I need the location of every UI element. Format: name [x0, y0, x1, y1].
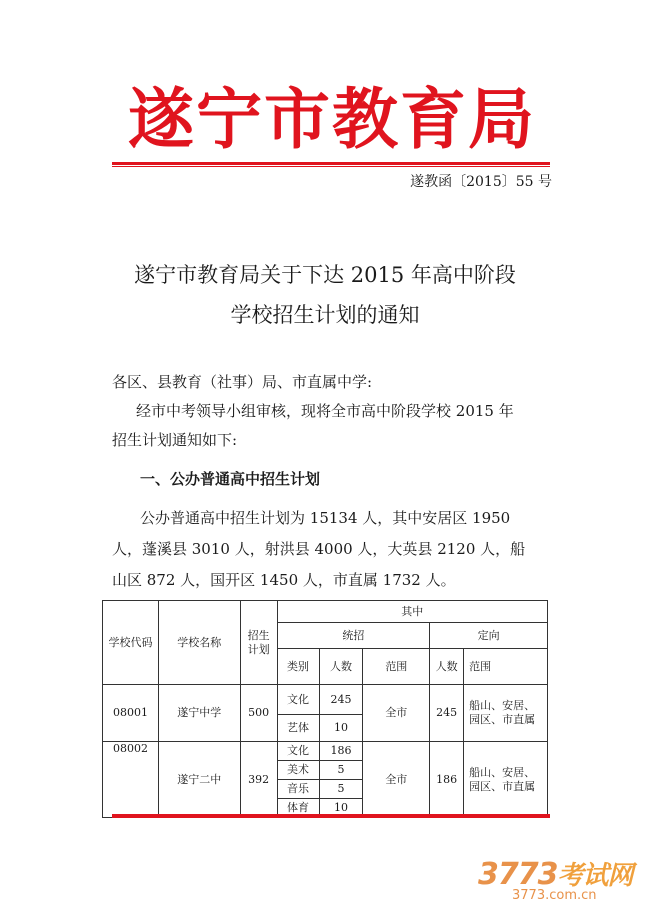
header-school-code: 学校代码: [103, 601, 159, 685]
watermark-logo: [478, 855, 633, 892]
watermark-text: 考试网: [557, 861, 633, 891]
header-scope: 范围: [363, 649, 430, 685]
table-cell-count: 10: [319, 715, 363, 742]
table-cell-directed-count: 186: [430, 742, 464, 818]
header-enroll-plan: 招生计划: [240, 601, 277, 685]
header-category: 类别: [277, 649, 319, 685]
table-cell-category: 美术: [277, 761, 319, 780]
table-cell-plan: 392: [240, 742, 277, 818]
red-strike-line: [112, 814, 550, 818]
header-among: 其中: [277, 601, 547, 623]
table-cell-code: 08002: [103, 742, 159, 818]
title-line-2: 学校招生计划的通知: [230, 303, 420, 327]
table-cell-count: 10: [319, 799, 363, 818]
watermark-domain: 3773.com.cn: [512, 888, 597, 903]
table-cell-directed-scope: 船山、安居、园区、市直属: [464, 685, 548, 742]
intro-line-2: 招生计划通知如下:: [112, 431, 238, 449]
table-cell-plan: 500: [240, 685, 277, 742]
header-unified: 统招: [277, 623, 430, 649]
table-cell-directed-count: 245: [430, 685, 464, 742]
table-cell-scope: 全市: [363, 742, 430, 818]
table-cell-count: 186: [319, 742, 363, 761]
table-cell-category: 音乐: [277, 780, 319, 799]
summary-line-3: 山区 872 人，国开区 1450 人，市直属 1732 人。: [112, 571, 456, 589]
salutation: 各区、县教育（社事）局、市直属中学:: [112, 373, 373, 391]
intro-line-1: 经市中考领导小组审核，现将全市高中阶段学校 2015 年: [136, 402, 514, 420]
enrollment-table: [102, 600, 548, 818]
table-cell-count: 245: [319, 685, 363, 715]
masthead-rule: [112, 162, 550, 165]
header-directed-count: 人数: [430, 649, 464, 685]
summary-line-2: 人，蓬溪县 3010 人，射洪县 4000 人，大英县 2120 人，船: [112, 540, 526, 558]
section-heading: 一、公办普通高中招生计划: [140, 470, 321, 488]
table-cell-category: 艺体: [277, 715, 319, 742]
table-cell-scope: 全市: [363, 685, 430, 742]
header-directed-scope: 范围: [464, 649, 548, 685]
table-cell-name: 遂宁二中: [158, 742, 240, 818]
masthead-rule-thin: [112, 166, 550, 167]
title-line-1: 遂宁市教育局关于下达 2015 年高中阶段: [134, 263, 516, 287]
table-cell-name: 遂宁中学: [158, 685, 240, 742]
header-directed: 定向: [430, 623, 548, 649]
table-cell-category: 文化: [277, 685, 319, 715]
table-cell-category: 体育: [277, 799, 319, 818]
header-count: 人数: [319, 649, 363, 685]
header-school-name: 学校名称: [158, 601, 240, 685]
table-cell-category: 文化: [277, 742, 319, 761]
watermark-digits: 3773: [478, 857, 558, 892]
summary-line-1: 公办普通高中招生计划为 15134 人，其中安居区 1950: [140, 509, 511, 527]
document-title: [60, 255, 590, 335]
masthead-title: 遂宁市教育局: [128, 81, 536, 158]
table-cell-directed-scope: 船山、安居、园区、市直属: [464, 742, 548, 818]
document-number: 遂教函〔2015〕55 号: [410, 174, 552, 190]
table-cell-count: 5: [319, 780, 363, 799]
table-cell-count: 5: [319, 761, 363, 780]
table-cell-code: 08001: [103, 685, 159, 742]
